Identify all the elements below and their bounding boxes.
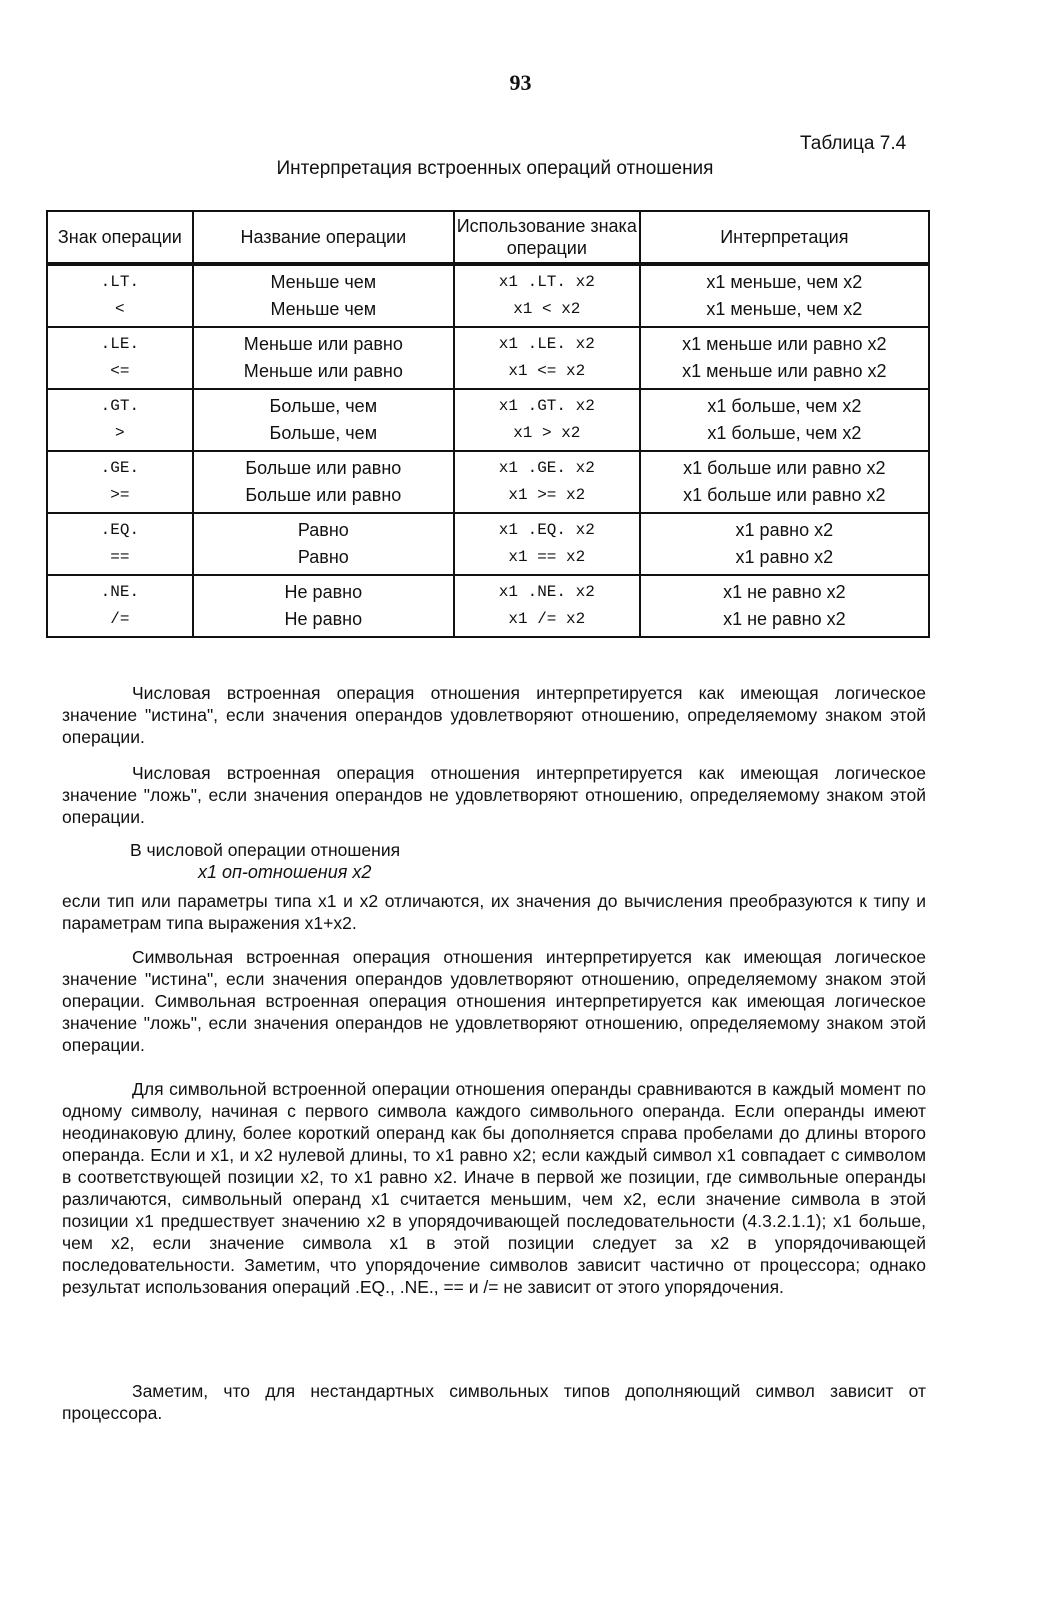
sign-cell-line: /= bbox=[110, 610, 130, 628]
sign-cell-line: > bbox=[115, 424, 125, 442]
table-label: Таблица 7.4 bbox=[800, 133, 907, 154]
sign-cell-line: .LE. bbox=[100, 335, 140, 353]
name-cell-line: Равно bbox=[297, 547, 349, 567]
sign-cell bbox=[47, 513, 193, 575]
interpretation-cell-line: x1 больше или равно x2 bbox=[683, 458, 886, 478]
paragraph-numeric-false: Числовая встроенная операция отношения интерпретируется как имеющая логическое значение "ложь", если значения операндов не удовлетворяют отношению, определяемому знаком этой операции. bbox=[62, 763, 926, 827]
paragraph-character-true-false: Символьная встроенная операция отношения интерпретируется как имеющая логическое значение "истина", если значения операндов удовлетворяют отношению, определяемому знаком этой операции. Символьная встроенная операция отношения интерпретируется как имеющая логическое значение "ложь", если значения операндов не удовлетворяют отношению, определяемому знаком этой операции. bbox=[62, 947, 926, 1055]
name-cell-line: Не равно bbox=[284, 582, 363, 602]
name-cell-line: Больше, чем bbox=[269, 423, 378, 443]
usage-cell bbox=[454, 327, 640, 389]
interpretation-cell bbox=[640, 575, 929, 637]
usage-cell bbox=[454, 575, 640, 637]
usage-cell-line: x1 .EQ. x2 bbox=[498, 521, 595, 539]
sign-cell-line: == bbox=[110, 548, 130, 566]
sign-cell-line: <= bbox=[110, 362, 130, 380]
interpretation-cell-line: x1 больше, чем x2 bbox=[707, 396, 862, 416]
usage-cell bbox=[454, 389, 640, 451]
header-usage: Использование знака операции bbox=[454, 211, 640, 264]
name-cell-line: Больше или равно bbox=[245, 458, 402, 478]
interpretation-cell-line: x1 равно x2 bbox=[735, 520, 834, 540]
usage-cell bbox=[454, 451, 640, 513]
interpretation-cell-line: x1 меньше, чем x2 bbox=[706, 299, 863, 319]
usage-cell-line: x1 > x2 bbox=[513, 424, 581, 442]
paragraph-character-comparison: Для символьной встроенной операции отношения операнды сравниваются в каждый момент по одному символу, начиная с первого символа каждого символьного операнда. Если операнды имеют неодинаковую длину, более короткий операнд как бы дополняется справа пробелами до длины второго операнда. Если и x1, и x2 нулевой длины, то x1 равно x2; если каждый символ x1 совпадает с символом в соответствующей позиции x2, то x1 равно x2. Иначе в первой же позиции, где символьные операнды различаются, символьный операнд x1 считается меньшим, чем x2, если значение символа в этой позиции x1 предшествует значению x2 в упорядочивающей последовательности (4.3.2.1.1); x1 больше, чем x2, если значение символа x1 в этой позиции следует за x2 в упорядочивающей последовательности. Заметим, что упорядочение символов зависит частично от процессора; однако результат использования операций .EQ., .NE., == и /= не зависит от этого упорядочения. bbox=[62, 1079, 926, 1297]
table-row bbox=[47, 327, 929, 389]
name-cell-line: Меньше чем bbox=[270, 272, 377, 292]
sign-cell-line: < bbox=[115, 300, 125, 318]
interpretation-cell-line: x1 больше, чем x2 bbox=[707, 423, 862, 443]
usage-cell-line: x1 == x2 bbox=[508, 548, 586, 566]
interpretation-cell bbox=[640, 327, 929, 389]
table-row bbox=[47, 389, 929, 451]
name-cell bbox=[193, 575, 454, 637]
interpretation-cell-line: x1 меньше или равно x2 bbox=[682, 361, 887, 381]
sign-cell-line: .GT. bbox=[100, 397, 140, 415]
interpretation-cell bbox=[640, 264, 929, 327]
name-cell-line: Меньше или равно bbox=[243, 334, 403, 354]
usage-cell-line: x1 .LT. x2 bbox=[498, 273, 595, 291]
name-cell bbox=[193, 451, 454, 513]
name-cell-line: Меньше чем bbox=[270, 299, 377, 319]
sign-cell-line: .NE. bbox=[100, 583, 140, 601]
table-row bbox=[47, 264, 929, 327]
name-cell bbox=[193, 264, 454, 327]
sign-cell bbox=[47, 389, 193, 451]
sign-cell bbox=[47, 451, 193, 513]
interpretation-cell-line: x1 не равно x2 bbox=[723, 582, 846, 602]
interpretation-cell-line: x1 меньше, чем x2 bbox=[706, 272, 863, 292]
paragraph-numeric-true: Числовая встроенная операция отношения интерпретируется как имеющая логическое значение "истина", если значения операндов удовлетворяют отношению, определяемому знаком этой операции. bbox=[62, 683, 926, 747]
usage-cell-line: x1 .GT. x2 bbox=[498, 397, 595, 415]
usage-cell-line: x1 .LE. x2 bbox=[498, 335, 595, 353]
interpretation-cell-line: x1 меньше или равно x2 bbox=[682, 334, 887, 354]
usage-cell-line: x1 .GE. x2 bbox=[498, 459, 595, 477]
name-cell bbox=[193, 389, 454, 451]
sign-cell-line: .EQ. bbox=[100, 521, 140, 539]
usage-cell-line: x1 /= x2 bbox=[508, 610, 586, 628]
paragraph-padding-note: Заметим, что для нестандартных символьных типов дополняющий символ зависит от процессора. bbox=[62, 1381, 926, 1423]
table-title: Интерпретация встроенных операций отношения bbox=[276, 158, 714, 179]
table-row bbox=[47, 451, 929, 513]
interpretation-cell-line: x1 не равно x2 bbox=[723, 609, 846, 629]
operations-table bbox=[46, 210, 930, 638]
usage-cell-line: x1 .NE. x2 bbox=[498, 583, 595, 601]
header-name: Название операции bbox=[193, 211, 454, 264]
interpretation-cell-line: x1 больше или равно x2 bbox=[683, 485, 886, 505]
relational-formula: x1 оп-отношения x2 bbox=[198, 862, 372, 882]
usage-cell bbox=[454, 264, 640, 327]
usage-cell-line: x1 < x2 bbox=[513, 300, 581, 318]
sign-cell bbox=[47, 264, 193, 327]
table-header-row bbox=[47, 211, 929, 264]
sign-cell-line: >= bbox=[110, 486, 130, 504]
usage-cell bbox=[454, 513, 640, 575]
header-sign: Знак операции bbox=[47, 211, 193, 264]
sign-cell bbox=[47, 327, 193, 389]
interpretation-cell bbox=[640, 513, 929, 575]
name-cell bbox=[193, 513, 454, 575]
interpretation-cell bbox=[640, 389, 929, 451]
paragraph-conversion-lead: В числовой операции отношения bbox=[130, 840, 401, 860]
header-interpretation: Интерпретация bbox=[640, 211, 929, 264]
paragraph-conversion-rest: если тип или параметры типа x1 и x2 отличаются, их значения до вычисления преобразуются к типу и параметрам типа выражения x1+x2. bbox=[62, 891, 926, 933]
interpretation-cell bbox=[640, 451, 929, 513]
page-number: 93 bbox=[509, 70, 532, 95]
usage-cell-line: x1 <= x2 bbox=[508, 362, 586, 380]
table-body bbox=[47, 264, 929, 637]
name-cell-line: Больше или равно bbox=[245, 485, 402, 505]
name-cell bbox=[193, 327, 454, 389]
name-cell-line: Равно bbox=[297, 520, 349, 540]
table-row bbox=[47, 513, 929, 575]
name-cell-line: Меньше или равно bbox=[243, 361, 403, 381]
name-cell-line: Больше, чем bbox=[269, 396, 378, 416]
sign-cell bbox=[47, 575, 193, 637]
usage-cell-line: x1 >= x2 bbox=[508, 486, 586, 504]
name-cell-line: Не равно bbox=[284, 609, 363, 629]
interpretation-cell-line: x1 равно x2 bbox=[735, 547, 834, 567]
sign-cell-line: .GE. bbox=[100, 459, 140, 477]
table-row bbox=[47, 575, 929, 637]
sign-cell-line: .LT. bbox=[100, 273, 140, 291]
